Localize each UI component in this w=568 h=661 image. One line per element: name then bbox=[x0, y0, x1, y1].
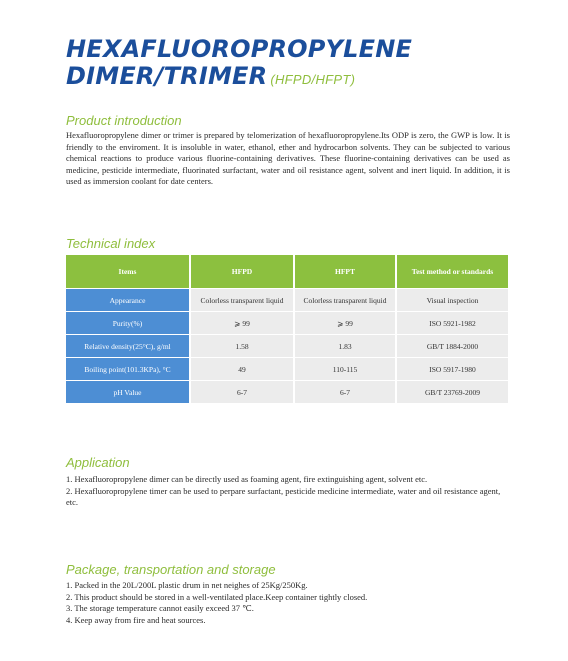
list-item: 3. The storage temperature cannot easily exceed 37 ℃. bbox=[66, 603, 254, 613]
intro-text: Hexafluoropropylene dimer or trimer is prepared by telomerization of hexafluoropropylene.Its ODP is zero, the GWP is low. It is friendly to the enviroment. It is insoluble in water, ethanol, ether and hydrocarbon solvents. They can be subjected to various chemical reactions to produce various fluorine-containing derivatives. These fluorine-containing derivatives can be used as medicine, pesticide intermediate, fluorinated surfactant, water and oil resistance agent, solvent and inert liquid. In addition, it is used as immersion coolant for date centers. bbox=[66, 130, 510, 186]
table-row bbox=[66, 381, 508, 404]
table-cell: GB/T 1884-2000 bbox=[396, 335, 508, 358]
table-row-label: Boiling point(101.3KPa), °C bbox=[66, 358, 190, 381]
package-list bbox=[66, 580, 510, 626]
table-cell: 6-7 bbox=[190, 381, 294, 404]
table-cell: Visual inspection bbox=[396, 289, 508, 312]
table-header-row bbox=[66, 255, 508, 289]
title-line-2 bbox=[66, 63, 412, 93]
table-cell: 110-115 bbox=[294, 358, 396, 381]
table-row-label: pH Value bbox=[66, 381, 190, 404]
table-cell: ⩾ 99 bbox=[294, 312, 396, 335]
table-header-cell: Items bbox=[66, 255, 190, 289]
table-row-label: Appearance bbox=[66, 289, 190, 312]
table-header-cell: HFPD bbox=[190, 255, 294, 289]
table-row-label: Relative density(25°C), g/ml bbox=[66, 335, 190, 358]
table-cell: ISO 5917-1980 bbox=[396, 358, 508, 381]
list-item: 1. Hexafluoropropylene dimer can be directly used as foaming agent, fire extinguishing agent, solvent etc. bbox=[66, 474, 428, 484]
package-heading: Package, transportation and storage bbox=[66, 562, 276, 577]
table-cell: GB/T 23769-2009 bbox=[396, 381, 508, 404]
table-cell: 6-7 bbox=[294, 381, 396, 404]
list-item: 2. Hexafluoropropylene timer can be used to perpare surfactant, pesticide medicine intermediate, water and oil resistance agent, etc. bbox=[66, 485, 501, 507]
list-item: 1. Packed in the 20L/200L plastic drum in net neighes of 25Kg/250Kg. bbox=[66, 580, 308, 590]
application-list bbox=[66, 474, 510, 509]
table-cell: 49 bbox=[190, 358, 294, 381]
table-cell: ISO 5921-1982 bbox=[396, 312, 508, 335]
table-row bbox=[66, 358, 508, 381]
table-cell: Colorless transparent liquid bbox=[190, 289, 294, 312]
table-cell: Colorless transparent liquid bbox=[294, 289, 396, 312]
title-subtitle: (HFPD/HFPT) bbox=[270, 72, 356, 87]
product-title bbox=[66, 36, 412, 93]
title-line-2-text: DIMER/TRIMER bbox=[66, 62, 268, 90]
technical-index-table bbox=[66, 255, 508, 403]
table-row bbox=[66, 312, 508, 335]
table-cell: 1.83 bbox=[294, 335, 396, 358]
title-line-1: HEXAFLUOROPROPYLENE bbox=[66, 35, 413, 63]
table-header-cell: Test method or standards bbox=[396, 255, 508, 289]
table-row bbox=[66, 289, 508, 312]
list-item: 4. Keep away from fire and heat sources. bbox=[66, 614, 206, 625]
list-item: 2. This product should be stored in a well-ventilated place.Keep container tightly closed. bbox=[66, 591, 368, 602]
intro-heading: Product introduction bbox=[66, 113, 182, 128]
technical-heading: Technical index bbox=[66, 236, 156, 251]
table-header-cell: HFPT bbox=[294, 255, 396, 289]
table-cell: ⩾ 99 bbox=[190, 312, 294, 335]
table-row bbox=[66, 335, 508, 358]
table-cell: 1.58 bbox=[190, 335, 294, 358]
table-row-label: Purity(%) bbox=[66, 312, 190, 335]
application-heading: Application bbox=[66, 455, 130, 470]
